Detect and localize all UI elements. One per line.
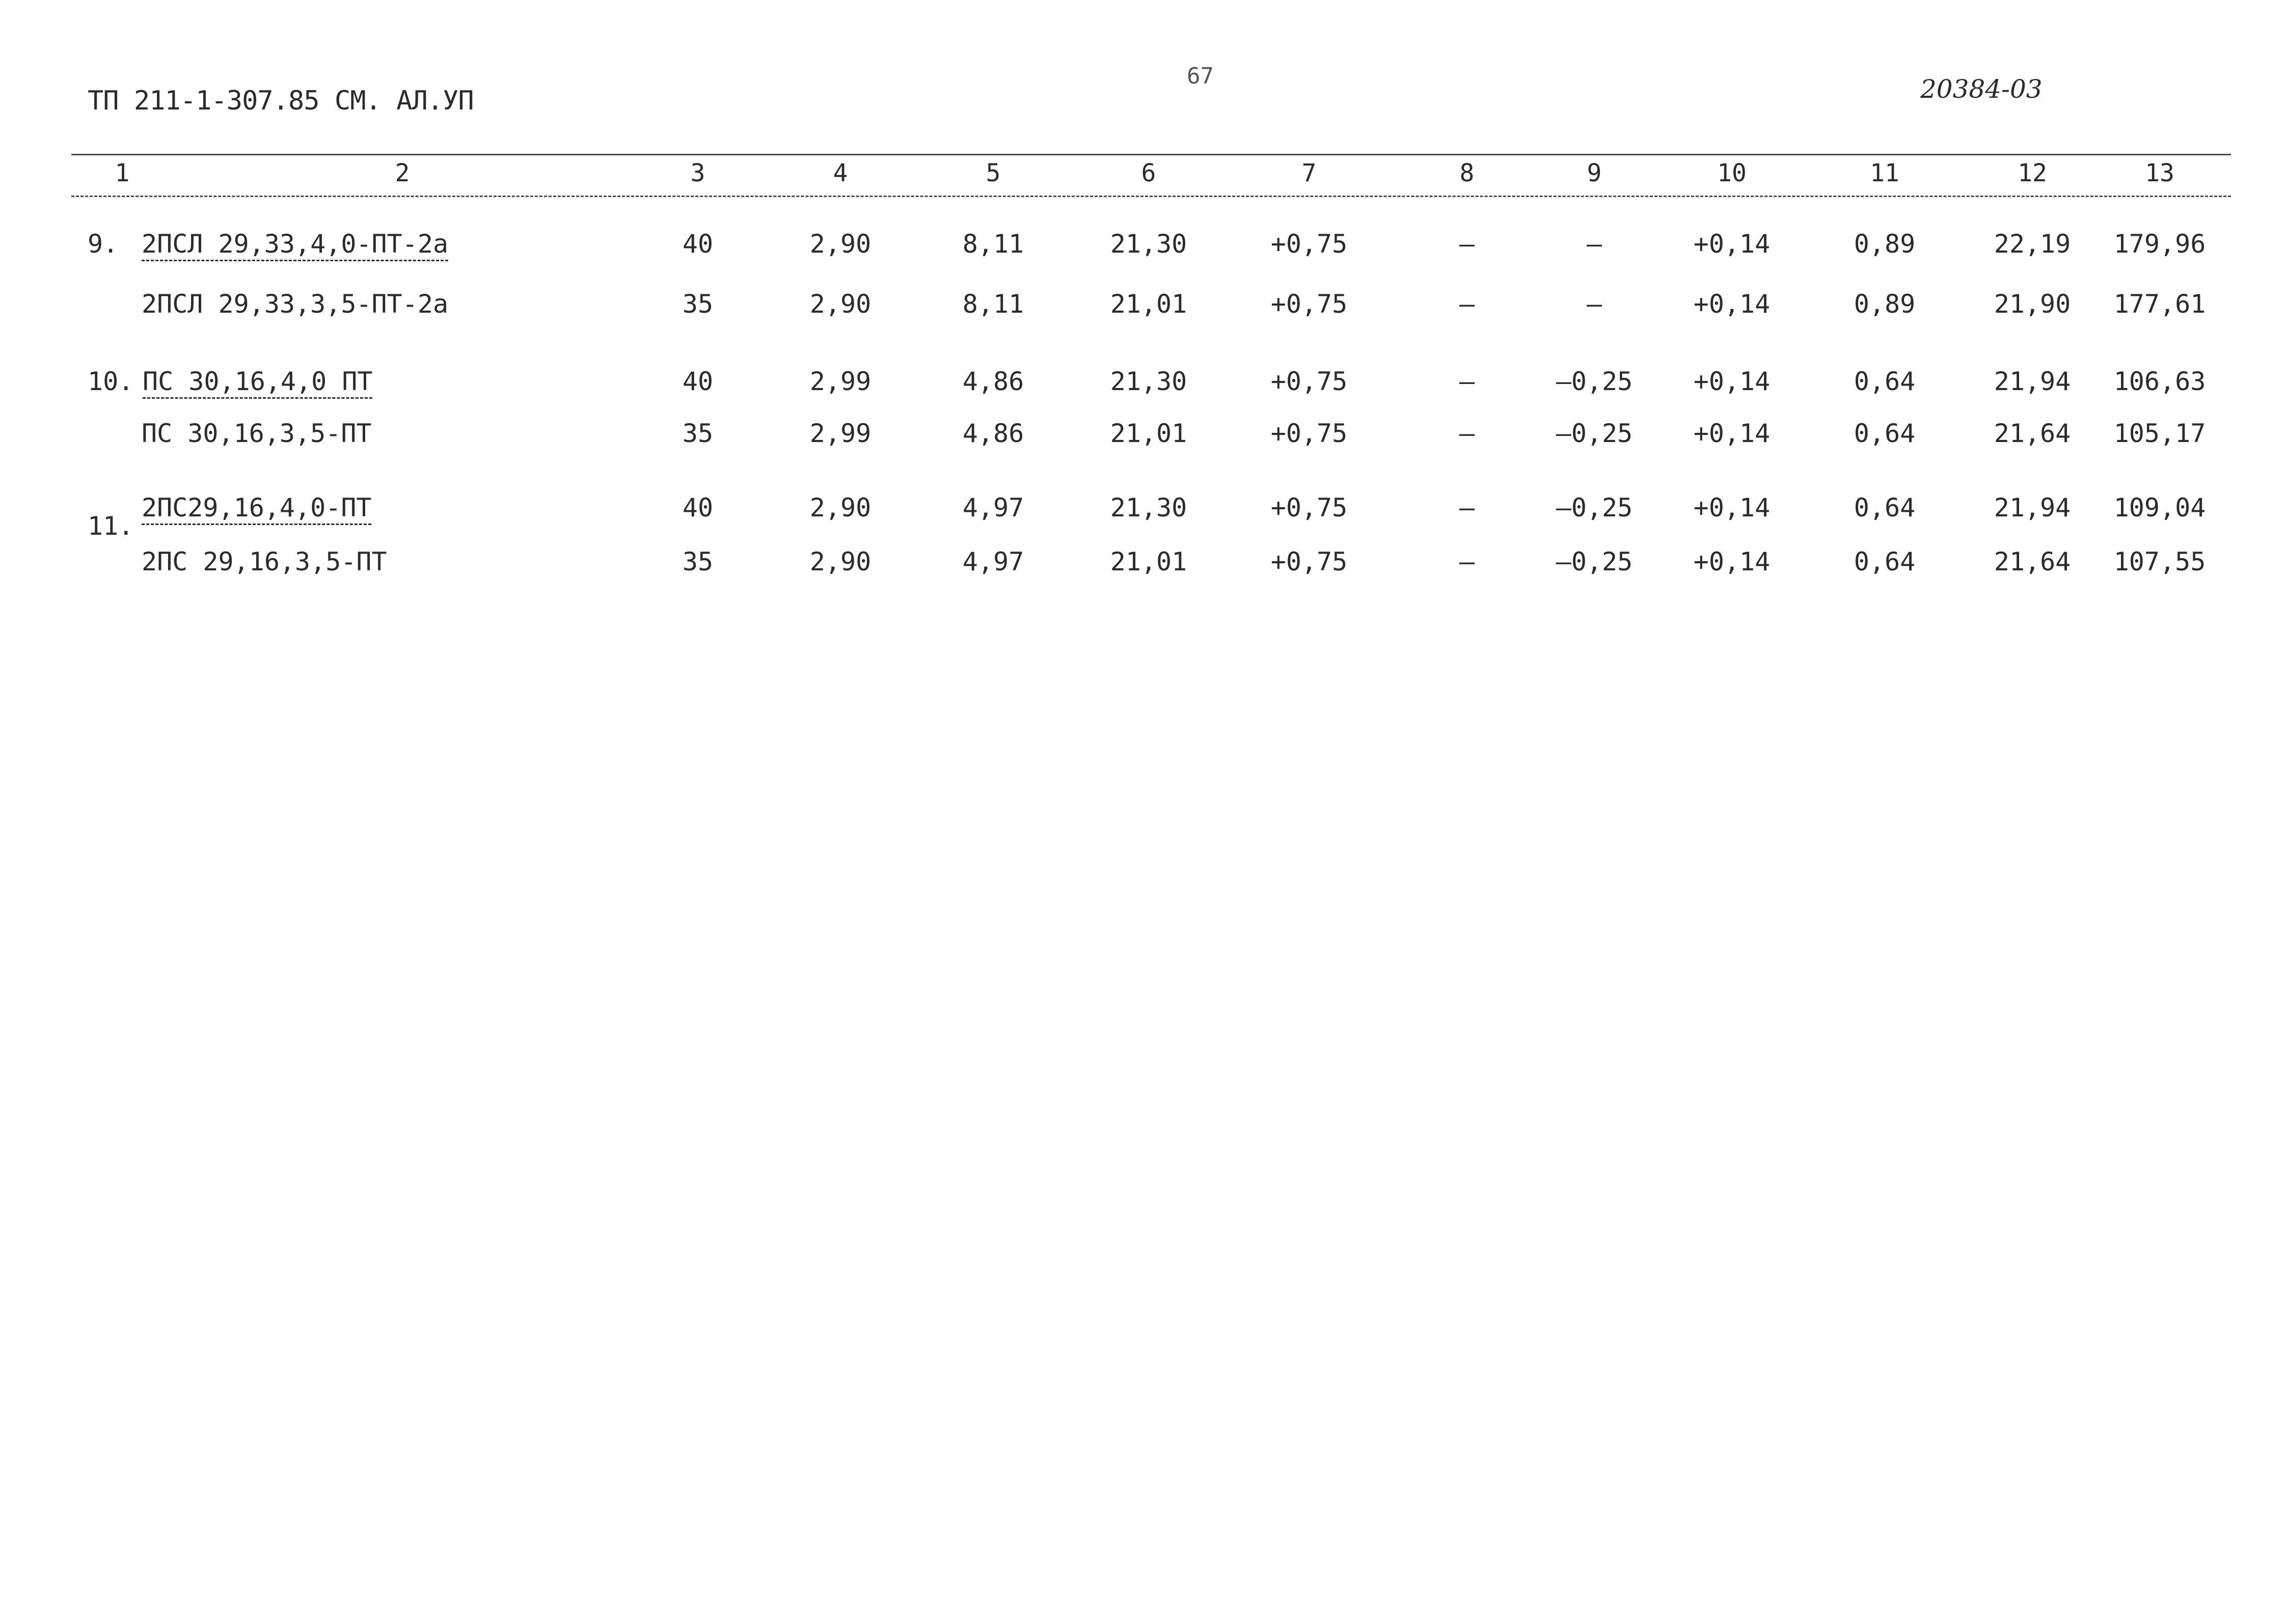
column-header-13: 13 bbox=[2145, 159, 2174, 187]
table-cell-col-13: 179,96 bbox=[2113, 229, 2206, 259]
table-cell-col-4: 2,90 bbox=[809, 493, 872, 522]
table-cell-col-3: 35 bbox=[682, 289, 714, 319]
table-cell-col-13: 105,17 bbox=[2113, 419, 2206, 448]
table-cell-col-3: 35 bbox=[682, 419, 714, 448]
table-header-rule bbox=[71, 196, 2231, 197]
table-cell-col-5: 8,11 bbox=[962, 289, 1024, 319]
table-cell-col-9: –0,25 bbox=[1556, 367, 1633, 396]
table-cell-col-5: 4,97 bbox=[962, 493, 1024, 522]
table-cell-col-10: +0,14 bbox=[1693, 493, 1771, 522]
column-header-10: 10 bbox=[1717, 159, 1747, 187]
table-cell-col-8: – bbox=[1459, 493, 1475, 522]
table-cell-col-13: 106,63 bbox=[2113, 367, 2206, 396]
table-cell-col-8: – bbox=[1459, 547, 1475, 576]
column-header-4: 4 bbox=[833, 159, 848, 187]
table-cell-col-7: +0,75 bbox=[1270, 367, 1348, 396]
table-cell-col-5: 8,11 bbox=[962, 229, 1024, 259]
table-cell-col-8: – bbox=[1459, 289, 1475, 319]
table-cell-col-6: 21,30 bbox=[1110, 367, 1187, 396]
table-cell-col-11: 0,89 bbox=[1854, 229, 1916, 259]
table-cell-col-12: 21,64 bbox=[1994, 419, 2071, 448]
column-header-5: 5 bbox=[986, 159, 1001, 187]
table-cell-col-9: –0,25 bbox=[1556, 419, 1633, 448]
table-cell-col-11: 0,64 bbox=[1854, 367, 1916, 396]
product-name: ПС 30,16,4,0 ПТ bbox=[143, 367, 373, 396]
table-cell-col-6: 21,01 bbox=[1110, 289, 1187, 319]
table-cell-col-12: 21,64 bbox=[1994, 547, 2071, 576]
table-cell-col-13: 177,61 bbox=[2113, 289, 2206, 319]
table-cell-col-10: +0,14 bbox=[1693, 229, 1771, 259]
table-cell-col-9: –0,25 bbox=[1556, 547, 1633, 576]
table-cell-col-3: 40 bbox=[682, 367, 714, 396]
table-cell-col-13: 107,55 bbox=[2113, 547, 2206, 576]
column-header-12: 12 bbox=[2018, 159, 2047, 187]
table-cell-col-7: +0,75 bbox=[1270, 419, 1348, 448]
table-cell-col-7: +0,75 bbox=[1270, 229, 1348, 259]
table-cell-col-10: +0,14 bbox=[1693, 289, 1771, 319]
column-header-6: 6 bbox=[1141, 159, 1156, 187]
table-cell-col-10: +0,14 bbox=[1693, 547, 1771, 576]
table-cell-col-5: 4,86 bbox=[962, 367, 1024, 396]
table-cell-col-10: +0,14 bbox=[1693, 367, 1771, 396]
group-number: 11. bbox=[88, 511, 134, 541]
table-top-rule bbox=[71, 154, 2231, 155]
group-number: 10. bbox=[88, 367, 134, 396]
table-cell-col-9: – bbox=[1586, 229, 1602, 259]
table-cell-col-11: 0,64 bbox=[1854, 493, 1916, 522]
table-cell-col-6: 21,01 bbox=[1110, 547, 1187, 576]
product-name: 2ПС 29,16,3,5-ПТ bbox=[142, 547, 387, 576]
column-header-1: 1 bbox=[115, 159, 130, 187]
table-cell-col-7: +0,75 bbox=[1270, 493, 1348, 522]
document-code: ТП 211-1-307.85 СМ. АЛ.УП bbox=[88, 86, 474, 116]
table-cell-col-8: – bbox=[1459, 419, 1475, 448]
product-name: 2ПСЛ 29,33,4,0-ПТ-2а bbox=[142, 229, 449, 259]
table-cell-col-11: 0,89 bbox=[1854, 289, 1916, 319]
table-cell-col-3: 40 bbox=[682, 493, 714, 522]
table-cell-col-12: 21,94 bbox=[1994, 493, 2071, 522]
table-cell-col-11: 0,64 bbox=[1854, 547, 1916, 576]
column-header-3: 3 bbox=[690, 159, 705, 187]
table-cell-col-12: 21,90 bbox=[1994, 289, 2071, 319]
table-cell-col-11: 0,64 bbox=[1854, 419, 1916, 448]
table-cell-col-4: 2,99 bbox=[809, 419, 872, 448]
table-cell-col-8: – bbox=[1459, 367, 1475, 396]
archive-number: 20384-03 bbox=[1920, 74, 2043, 104]
product-name: 2ПСЛ 29,33,3,5-ПТ-2а bbox=[142, 289, 449, 319]
table-cell-col-10: +0,14 bbox=[1693, 419, 1771, 448]
column-header-8: 8 bbox=[1459, 159, 1475, 187]
page-number: 67 bbox=[1187, 63, 1214, 89]
table-cell-col-6: 21,01 bbox=[1110, 419, 1187, 448]
table-cell-col-4: 2,90 bbox=[809, 547, 872, 576]
table-cell-col-7: +0,75 bbox=[1270, 289, 1348, 319]
table-cell-col-6: 21,30 bbox=[1110, 493, 1187, 522]
table-cell-col-4: 2,90 bbox=[809, 289, 872, 319]
table-cell-col-3: 35 bbox=[682, 547, 714, 576]
table-cell-col-4: 2,90 bbox=[809, 229, 872, 259]
product-name: ПС 30,16,3,5-ПТ bbox=[142, 419, 372, 448]
product-name: 2ПС29,16,4,0-ПТ bbox=[142, 493, 372, 522]
column-header-11: 11 bbox=[1870, 159, 1899, 187]
column-header-9: 9 bbox=[1587, 159, 1602, 187]
table-cell-col-7: +0,75 bbox=[1270, 547, 1348, 576]
table-cell-col-12: 22,19 bbox=[1994, 229, 2071, 259]
table-cell-col-9: –0,25 bbox=[1556, 493, 1633, 522]
table-cell-col-3: 40 bbox=[682, 229, 714, 259]
table-cell-col-6: 21,30 bbox=[1110, 229, 1187, 259]
table-cell-col-5: 4,86 bbox=[962, 419, 1024, 448]
group-number: 9. bbox=[88, 229, 119, 259]
table-cell-col-4: 2,99 bbox=[809, 367, 872, 396]
column-header-2: 2 bbox=[395, 159, 410, 187]
column-header-7: 7 bbox=[1301, 159, 1317, 187]
table-cell-col-9: – bbox=[1586, 289, 1602, 319]
table-cell-col-13: 109,04 bbox=[2113, 493, 2206, 522]
table-cell-col-12: 21,94 bbox=[1994, 367, 2071, 396]
table-cell-col-8: – bbox=[1459, 229, 1475, 259]
table-cell-col-5: 4,97 bbox=[962, 547, 1024, 576]
